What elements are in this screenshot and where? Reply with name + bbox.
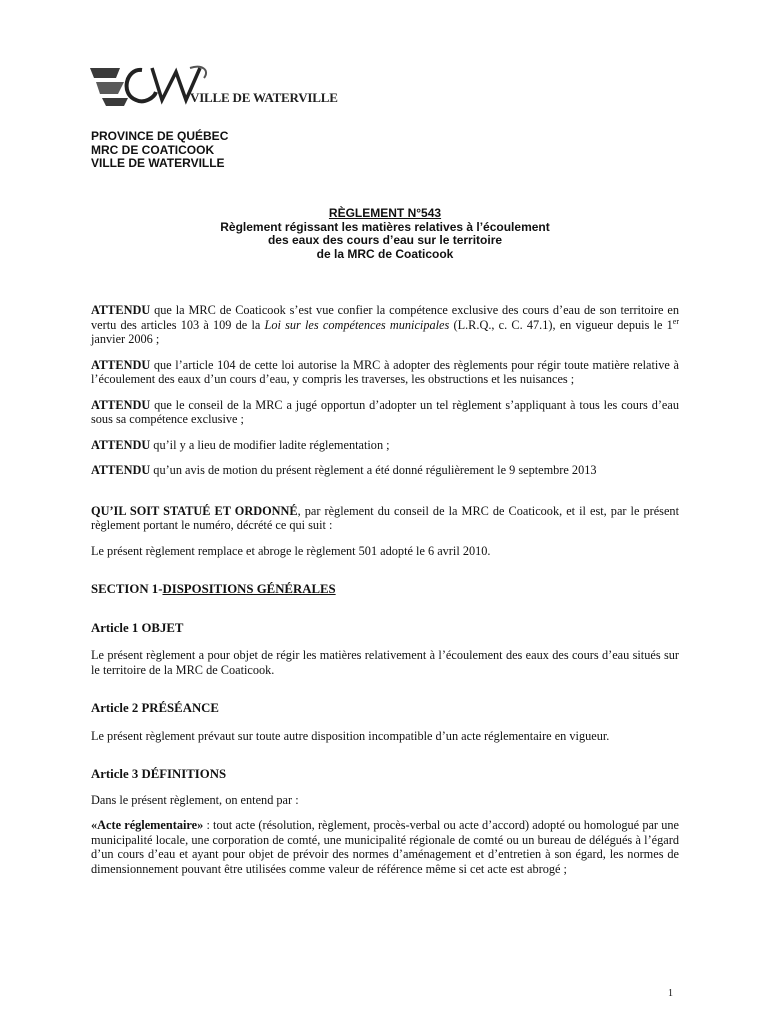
title-line-1: Règlement régissant les matières relatives à l’écoulement xyxy=(220,219,550,234)
section-heading: SECTION 1-DISPOSITIONS GÉNÉRALES xyxy=(91,582,336,596)
preamble-paragraph: ATTENDU qu’il y a lieu de modifier ladite réglementation ; xyxy=(91,437,390,452)
article-heading: Article 2 PRÉSÉANCE xyxy=(91,701,219,715)
document-body xyxy=(91,303,679,876)
article-heading: Article 3 DÉFINITIONS xyxy=(91,767,227,781)
preamble-paragraph: ATTENDU que le conseil de la MRC a jugé opportun d’adopter un tel règlement s’appliquant à tous les cours d’eau sous sa compétence exclusive ; xyxy=(91,397,679,426)
logo-text: VILLE DE WATERVILLE xyxy=(190,90,338,105)
ville-line: VILLE DE WATERVILLE xyxy=(91,156,225,170)
article-heading: Article 1 OBJET xyxy=(91,620,184,635)
article-text: Le présent règlement prévaut sur toute autre disposition incompatible d’un acte réglementaire en vigueur. xyxy=(91,728,610,743)
article-text: Le présent règlement a pour objet de régir les matières relativement à l’écoulement des eaux des cours d’eau situés sur le territoire de la MRC de Coaticook. xyxy=(91,648,679,677)
article-text: Dans le présent règlement, on entend par : xyxy=(91,792,299,807)
preamble-paragraph: ATTENDU que la MRC de Coaticook s’est vue confier la compétence exclusive des cours d’eau de son territoire en vertu des articles 103 à 109 de la Loi sur les compétences municipales (L.R.Q., c. C. 47.1), en vigueur depuis le 1er janvier 2006 ; xyxy=(91,303,679,346)
preamble-paragraph: ATTENDU qu’un avis de motion du présent règlement a été donné régulièrement le 9 septembre 2013 xyxy=(91,463,597,477)
definition-paragraph: «Acte réglementaire» : tout acte (résolution, règlement, procès-verbal ou acte d’accord) adopté ou homologué par une municipalité locale, une corporation de comté, une municipalité régionale de comté ou un bureau de délégués à l’égard d’un cours d’eau et ayant pour objet de prévoir des normes d’aménagement et d’entretien à son égard, les normes de dimensionnement pouvant être utilisées comme valeur de référence même si cet acte est abrogé ; xyxy=(91,818,679,876)
preamble-paragraph: ATTENDU que l’article 104 de cette loi autorise la MRC à adopter des règlements pour régir toute matière relative à l’écoulement des eaux d’un cours d’eau, y compris les traverses, les obstructions et les nuisances ; xyxy=(91,357,679,386)
page-number: 1 xyxy=(668,988,673,999)
jurisdiction-header xyxy=(91,130,228,171)
province-line: PROVINCE DE QUÉBEC xyxy=(91,129,229,143)
remplace-paragraph: Le présent règlement remplace et abroge le règlement 501 adopté le 6 avril 2010. xyxy=(91,543,491,558)
title-line-2: des eaux des cours d’eau sur le territoire xyxy=(267,233,503,247)
title-line-3: de la MRC de Coaticook xyxy=(316,246,454,261)
regulation-title xyxy=(91,207,679,261)
ordonne-paragraph: QU’IL SOIT STATUÉ ET ORDONNÉ, par règlement du conseil de la MRC de Coaticook, et il est, par le présent règlement portant le numéro, décrété ce qui suit : xyxy=(91,503,679,532)
regulation-number: RÈGLEMENT N°543 xyxy=(328,206,442,220)
mrc-line: MRC DE COATICOOK xyxy=(91,142,215,157)
